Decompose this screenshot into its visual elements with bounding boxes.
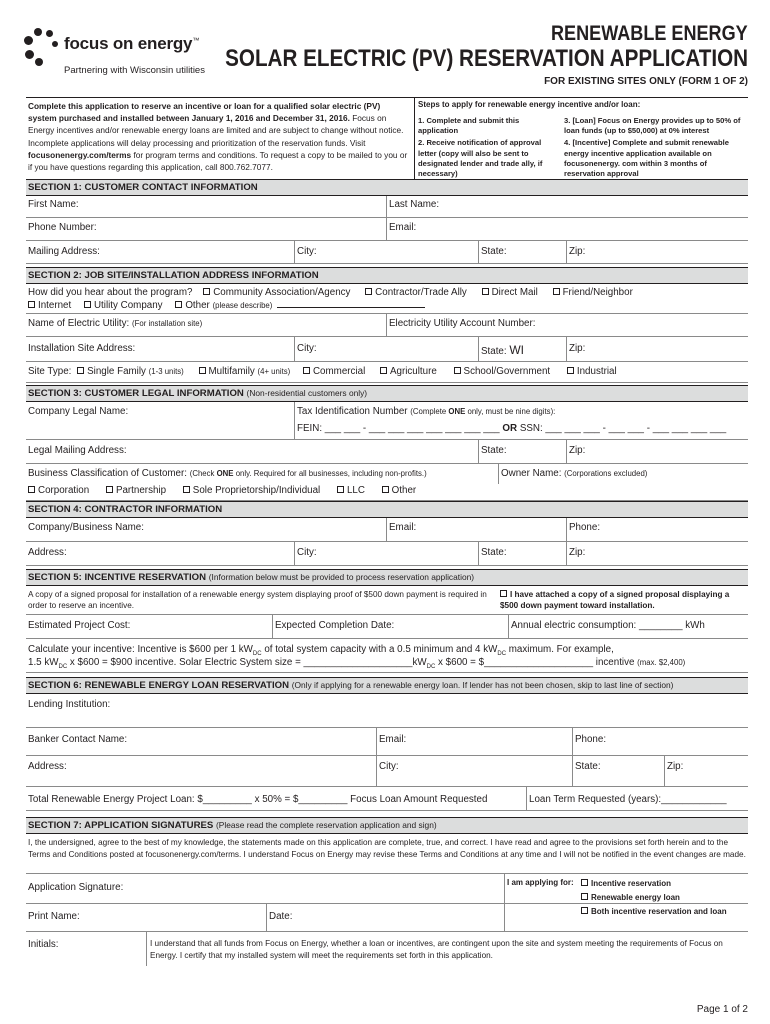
brand-name: focus on energy™ xyxy=(64,34,200,53)
site-address-field[interactable]: Installation Site Address: xyxy=(28,343,136,354)
site-state-value: WI xyxy=(509,343,525,357)
apply-incentive-option[interactable]: Incentive reservation xyxy=(581,877,727,891)
date-field[interactable]: Date: xyxy=(266,904,504,931)
section-6-header: SECTION 6: RENEWABLE ENERGY LOAN RESERVATION (Only if applying for a renewable energy loan. If lender has not been chosen, skip to last line of section) xyxy=(26,677,748,694)
bc-corporation[interactable]: Corporation xyxy=(28,485,89,496)
checkbox-icon xyxy=(199,367,206,374)
checkbox-icon xyxy=(382,486,389,493)
state-field[interactable]: State: xyxy=(478,241,566,263)
banker-phone-field[interactable]: Phone: xyxy=(572,728,748,755)
intro-block xyxy=(26,97,748,180)
completion-date-field[interactable]: Expected Completion Date: xyxy=(272,615,508,638)
banker-name-field[interactable]: Banker Contact Name: xyxy=(28,734,128,745)
banker-city-field[interactable]: City: xyxy=(376,756,572,786)
checkbox-icon xyxy=(183,486,190,493)
row-site-address xyxy=(26,337,748,362)
site-type-school[interactable]: School/Government xyxy=(454,366,551,377)
intro-text xyxy=(28,100,410,173)
option-friend[interactable]: Friend/Neighbor xyxy=(553,287,633,298)
row-name xyxy=(26,196,748,218)
option-internet[interactable]: Internet xyxy=(28,300,71,311)
row-loan-amount xyxy=(26,787,748,811)
site-type-industrial[interactable]: Industrial xyxy=(567,366,617,377)
phone-number-field[interactable]: Phone Number: xyxy=(28,222,97,233)
fein-field[interactable]: FEIN: ___ ___ - ___ ___ ___ ___ ___ ___ ___ xyxy=(297,423,500,434)
first-name-field[interactable]: First Name: xyxy=(28,199,79,210)
option-other[interactable]: Other (please describe) xyxy=(175,300,272,311)
bc-llc[interactable]: LLC xyxy=(337,485,365,496)
checkbox-icon xyxy=(303,367,310,374)
site-city-field[interactable]: City: xyxy=(294,337,478,361)
section-2-header: SECTION 2: JOB SITE/INSTALLATION ADDRESS INFORMATION xyxy=(26,267,748,284)
apply-loan-option[interactable]: Renewable energy loan xyxy=(581,891,727,905)
contractor-phone-field[interactable]: Phone: xyxy=(566,518,748,541)
applying-for-label: I am applying for: xyxy=(507,878,574,887)
total-loan-field[interactable]: Total Renewable Energy Project Loan: $_________ x 50% = $_________ Focus Loan Amount Requested xyxy=(28,794,488,805)
section-7-header: SECTION 7: APPLICATION SIGNATURES (Please read the complete reservation application and sign) xyxy=(26,817,748,834)
estimated-cost-field[interactable]: Estimated Project Cost: xyxy=(28,620,131,631)
option-community[interactable]: Community Association/Agency xyxy=(203,287,350,298)
checkbox-icon xyxy=(365,288,372,295)
option-utility[interactable]: Utility Company xyxy=(84,300,163,311)
tax-id-field[interactable]: Tax Identification Number (Complete ONE only, must be nine digits): FEIN: ___ ___ - ___ ___ ___ ___ ___ ___ ___ OR SSN: ___ ___ ___ - ___ ___ - ___ ___ ___ ___ xyxy=(294,402,748,439)
checkbox-icon xyxy=(77,367,84,374)
legal-zip-field[interactable]: Zip: xyxy=(566,440,748,463)
row-utility xyxy=(26,314,748,337)
step-1: 1. Complete and submit this application xyxy=(418,116,520,136)
business-class-label: Business Classification of Customer: (Check ONE only. Required for all businesses, including non-profits.) xyxy=(28,468,427,479)
row-proposal xyxy=(26,586,748,615)
site-type-label: Site Type: xyxy=(28,366,72,377)
row-hear-about xyxy=(26,284,748,314)
checkbox-icon xyxy=(500,590,507,597)
company-legal-name-field[interactable]: Company Legal Name: xyxy=(28,406,129,417)
email-field[interactable]: Email: xyxy=(386,218,748,240)
other-describe-line[interactable] xyxy=(277,307,425,308)
site-zip-field[interactable]: Zip: xyxy=(566,337,748,361)
form-subtitle: FOR EXISTING SITES ONLY (FORM 1 OF 2) xyxy=(544,76,748,87)
row-company-legal xyxy=(26,402,748,440)
utility-account-field[interactable]: Electricity Utility Account Number: xyxy=(386,314,748,336)
section-5-header: SECTION 5: INCENTIVE RESERVATION (Information below must be provided to process reservation application) xyxy=(26,569,748,586)
incentive-calc-line-2[interactable]: 1.5 $kW_{DC}$ x $600 = $900 incentive. Solar Electric System size = $\_\_\_\_\_\_\_\_\_\_\_\_\_\_\_\_\_\_\_\_kW_{DC}$ x $600 = $____________________ incentive (max. $2,400) xyxy=(28,657,686,670)
zip-field[interactable]: Zip: xyxy=(566,241,748,263)
checkbox-icon xyxy=(106,486,113,493)
checkbox-icon xyxy=(567,367,574,374)
row-incentive-calc xyxy=(26,639,748,673)
checkbox-icon xyxy=(175,301,182,308)
intro-lead: Complete this application to reserve an incentive or loan for a qualified solar electric (PV) system purchased and installed between January 1, 2016 and December 31, 2016. xyxy=(28,101,381,124)
row-legal-mailing xyxy=(26,440,748,464)
steps-title: Steps to apply for renewable energy incentive and/or loan: xyxy=(418,100,641,109)
initials-statement: I understand that all funds from Focus on Energy, whether a loan or incentives, are contingent upon the site and system meeting the requirements of Focus on Energy. I certify that my installed system will meet the requirements set forth in this application. xyxy=(146,932,748,966)
contractor-company-field[interactable]: Company/Business Name: xyxy=(28,522,144,533)
banker-address-field[interactable]: Address: xyxy=(28,761,67,772)
row-print-name xyxy=(26,904,748,932)
contractor-zip-field[interactable]: Zip: xyxy=(566,542,748,565)
row-banker xyxy=(26,728,748,756)
lending-institution-field[interactable]: Lending Institution: xyxy=(28,699,111,710)
intro-divider xyxy=(414,98,415,181)
legal-mailing-address-field[interactable]: Legal Mailing Address: xyxy=(28,445,127,456)
incentive-calc-line-1: Calculate your incentive: Incentive is $600 per 1 $kW_{DC}$ of total system capacity with a 0.5 minimum and 4 $kW_{DC}$ maximum. For example, xyxy=(28,644,614,657)
option-contractor[interactable]: Contractor/Trade Ally xyxy=(365,287,467,298)
print-name-field[interactable]: Print Name: xyxy=(28,911,80,922)
hear-about-label: How did you hear about the program? xyxy=(28,287,193,298)
initials-field[interactable]: Initials: xyxy=(28,939,59,950)
banker-email-field[interactable]: Email: xyxy=(376,728,572,755)
focus-on-energy-logo-icon xyxy=(21,26,61,68)
contractor-city-field[interactable]: City: xyxy=(294,542,478,565)
page-header xyxy=(0,0,770,96)
row-banker-address xyxy=(26,756,748,787)
section-1-header: SECTION 1: CUSTOMER CONTACT INFORMATION xyxy=(26,179,748,196)
step-2: 2. Receive notification of approval letter (copy will also be sent to designated lender and trade ally, if necessary) xyxy=(418,138,543,179)
proposal-requirement-text: A copy of a signed proposal for installation of a renewable energy system displaying proof of $500 down payment is required in order to reserve an incentive. xyxy=(28,590,487,610)
steps-block xyxy=(418,100,748,179)
brand-tagline: Partnering with Wisconsin utilities xyxy=(64,65,205,76)
row-signature xyxy=(26,874,748,916)
bc-sole-proprietor[interactable]: Sole Proprietorship/Individual xyxy=(183,485,320,496)
form-title-line1: RENEWABLE ENERGY xyxy=(551,22,748,45)
contractor-address-field[interactable]: Address: xyxy=(28,547,67,558)
checkbox-icon xyxy=(553,288,560,295)
annual-consumption-field[interactable]: Annual electric consumption: ________ kWh xyxy=(508,615,748,638)
intro-body-2: for program terms and conditions. To request a copy to be mailed to you or if you have questions regarding this application, call 800.762.7077. xyxy=(28,149,408,173)
owner-name-field[interactable]: Owner Name: (Corporations excluded) xyxy=(498,464,748,484)
checkbox-icon xyxy=(581,879,588,886)
bc-other[interactable]: Other xyxy=(382,485,417,496)
intro-body: Focus on Energy incentives and/or renewable energy loans are limited and are subject to change without notice. Incomplete applications will delay processing and prioritization of the reservation funds. Visit xyxy=(28,113,404,148)
site-type-single[interactable]: Single Family (1-3 units) xyxy=(77,366,184,377)
checkbox-icon xyxy=(28,301,35,308)
application-form xyxy=(26,179,748,966)
row-initials xyxy=(26,932,748,966)
row-business-class xyxy=(26,464,748,501)
apply-both-option[interactable]: Both incentive reservation and loan xyxy=(581,905,727,919)
row-phone xyxy=(26,218,748,241)
row-lender xyxy=(26,694,748,728)
contractor-state-field[interactable]: State: xyxy=(478,542,566,565)
mailing-address-field[interactable]: Mailing Address: xyxy=(28,246,100,257)
checkbox-icon xyxy=(581,893,588,900)
legal-state-field[interactable]: State: xyxy=(478,440,566,463)
form-title-line2: SOLAR ELECTRIC (PV) RESERVATION APPLICATION xyxy=(225,45,748,72)
row-site-type xyxy=(26,362,748,383)
utility-name-field[interactable]: Name of Electric Utility: (For installation site) xyxy=(28,318,203,329)
checkbox-icon xyxy=(482,288,489,295)
checkbox-icon xyxy=(380,367,387,374)
banker-state-field[interactable]: State: xyxy=(572,756,664,786)
section-3-header: SECTION 3: CUSTOMER LEGAL INFORMATION (Non-residential customers only) xyxy=(26,385,748,402)
terms-link[interactable]: focusonenergy.com/terms xyxy=(28,149,132,160)
city-field[interactable]: City: xyxy=(294,241,478,263)
loan-term-field[interactable]: Loan Term Requested (years):____________ xyxy=(526,787,748,810)
signature-field[interactable]: Application Signature: xyxy=(28,882,124,893)
checkbox-icon xyxy=(203,288,210,295)
checkbox-icon xyxy=(84,301,91,308)
row-contractor-company xyxy=(26,518,748,542)
site-type-agriculture[interactable]: Agriculture xyxy=(380,366,437,377)
checkbox-icon xyxy=(28,486,35,493)
checkbox-icon xyxy=(454,367,461,374)
contractor-email-field[interactable]: Email: xyxy=(386,518,566,541)
signature-statement: I, the undersigned, agree to the best of my knowledge, the statements made on this application are complete, true, and correct. I have read and agree to the provisions set forth herein and to the Terms and Conditions posted at focusonenergy.com/terms. I understand Focus on Energy may revise these Terms and Conditions at any time and I will not be notified in the event changes are made. xyxy=(26,834,748,874)
site-type-multi[interactable]: Multifamily (4+ units) xyxy=(199,366,291,377)
ssn-field[interactable]: SSN: ___ ___ ___ - ___ ___ - ___ ___ ___ ___ xyxy=(519,423,727,434)
bc-partnership[interactable]: Partnership xyxy=(106,485,166,496)
row-mailing xyxy=(26,241,748,264)
checkbox-icon xyxy=(337,486,344,493)
site-type-commercial[interactable]: Commercial xyxy=(303,366,365,377)
section-4-header: SECTION 4: CONTRACTOR INFORMATION xyxy=(26,501,748,518)
step-4: 4. [Incentive] Complete and submit renewable energy incentive application available on focusonenergy. com within 3 months of reservation approval xyxy=(564,138,729,179)
banker-zip-field[interactable]: Zip: xyxy=(664,756,748,786)
option-direct-mail[interactable]: Direct Mail xyxy=(482,287,538,298)
proposal-attached-checkbox[interactable]: I have attached a copy of a signed proposal displaying a $500 down payment toward installation. xyxy=(500,590,730,610)
last-name-field[interactable]: Last Name: xyxy=(386,196,748,217)
site-state-field[interactable]: State: WI xyxy=(478,337,566,361)
page-number: Page 1 of 2 xyxy=(696,1004,748,1015)
row-contractor-address xyxy=(26,542,748,566)
step-3: 3. [Loan] Focus on Energy provides up to 50% of loan funds (up to $50,000) at 0% interest xyxy=(564,116,741,136)
row-project-cost xyxy=(26,615,748,639)
